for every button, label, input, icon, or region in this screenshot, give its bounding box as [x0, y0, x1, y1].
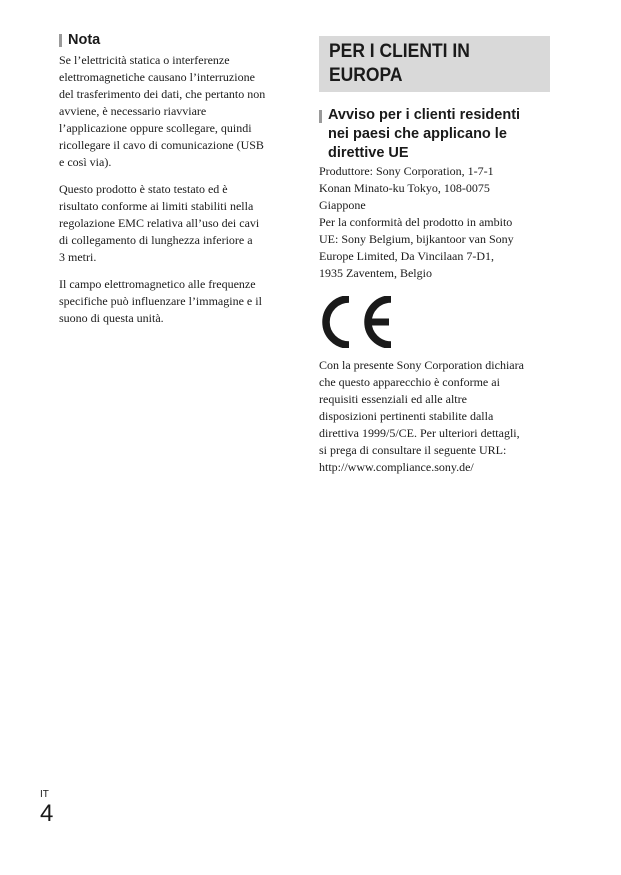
right-column: [319, 36, 550, 282]
text-line: Se l’elettricità statica o interferenze: [59, 53, 230, 67]
text-line: di collegamento di lunghezza inferiore a: [59, 233, 253, 247]
heading-bar-icon: [59, 34, 62, 47]
eu-notice-heading-line: direttive UE: [328, 145, 409, 161]
text-line: l’applicazione oppure scollegare, quindi: [59, 121, 252, 135]
declaration-paragraph: [319, 357, 550, 476]
compliance-url[interactable]: http://www.compliance.sony.de/: [319, 460, 474, 474]
text-line: disposizioni pertinenti stabilite dalla: [319, 409, 494, 423]
text-line: del trasferimento dei dati, che pertanto non: [59, 87, 266, 101]
eu-notice-heading: [319, 106, 550, 163]
text-line: requisiti essenziali ed alle altre: [319, 392, 467, 406]
text-line: regolazione EMC relativa all’uso dei cavi: [59, 216, 260, 230]
eu-notice-heading-line: Avviso per i clienti residenti: [328, 107, 521, 123]
text-line: Con la presente Sony Corporation dichiara: [319, 358, 524, 372]
text-line: 1935 Zaventem, Belgio: [319, 266, 432, 280]
text-line: ricollegare il cavo di comunicazione (USB: [59, 138, 264, 152]
eu-notice-heading-line: nei paesi che applicano le: [328, 126, 507, 142]
note-heading-text: Nota: [68, 32, 101, 48]
text-line: Il campo elettromagnetico alle frequenze: [59, 277, 256, 291]
text-line: Giappone: [319, 198, 366, 212]
text-line: Konan Minato-ku Tokyo, 108-0075: [319, 181, 490, 195]
text-line: 3 metri.: [59, 250, 97, 264]
note-paragraph-field: [59, 276, 291, 327]
text-line: Per la conformità del prodotto in ambito: [319, 215, 513, 229]
text-line: specifiche può influenzare l’immagine e il: [59, 294, 262, 308]
text-line: che questo apparecchio è conforme ai: [319, 375, 500, 389]
text-line: si prega di consultare il seguente URL:: [319, 443, 507, 457]
note-paragraph-emc: [59, 181, 291, 266]
left-column: [59, 31, 291, 337]
text-line: elettromagnetiche causano l’interruzione: [59, 70, 255, 84]
section-header-box: [319, 36, 550, 92]
text-line: suono di questa unità.: [59, 311, 164, 325]
text-line: avviene, è necessario riavviare: [59, 104, 207, 118]
heading-bar-icon: [319, 110, 322, 123]
page-number: 4: [40, 800, 54, 827]
text-line: Questo prodotto è stato testato ed è: [59, 182, 228, 196]
section-title-line: PER I CLIENTI IN: [329, 41, 470, 62]
note-paragraph-static: [59, 52, 291, 171]
section-title: [329, 40, 525, 88]
section-title-line: EUROPA: [329, 65, 403, 86]
note-heading: [59, 31, 291, 49]
ce-mark-icon: [319, 296, 399, 348]
text-line: e così via).: [59, 155, 112, 169]
text-line: Europe Limited, Da Vincilaan 7-D1,: [319, 249, 495, 263]
text-line: Produttore: Sony Corporation, 1-7-1: [319, 164, 494, 178]
language-code: IT: [40, 789, 49, 800]
text-line: UE: Sony Belgium, bijkantoor van Sony: [319, 232, 514, 246]
text-line: direttiva 1999/5/CE. Per ulteriori dettagli,: [319, 426, 520, 440]
manufacturer-paragraph: [319, 163, 550, 282]
declaration-block: [319, 357, 550, 476]
text-line: risultato conforme ai limiti stabiliti nella: [59, 199, 254, 213]
